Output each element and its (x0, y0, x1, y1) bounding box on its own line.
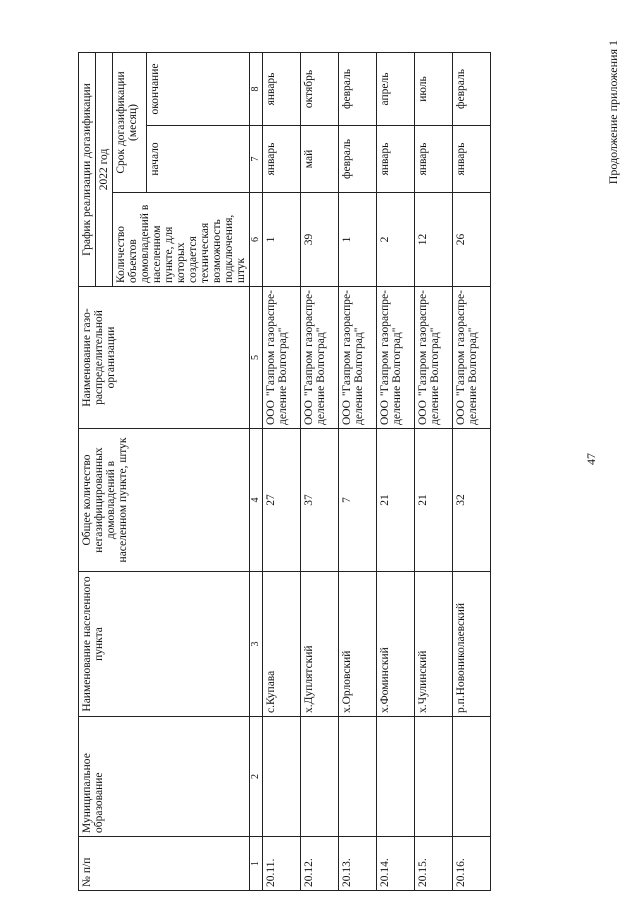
row-num: 20.14. (377, 837, 415, 891)
row-end: июль (415, 52, 453, 125)
row-num: 20.11. (263, 837, 301, 891)
header-year: 2022 год (96, 52, 113, 286)
row-end: февраль (339, 52, 377, 125)
column-number: 1 (250, 837, 263, 891)
row-org: ООО "Газпром газораспре-деление Волгоград" (377, 287, 415, 429)
row-settlement: х.Орловский (339, 572, 377, 717)
row-start: январь (453, 126, 491, 193)
header-municipality: Муниципальное образование (79, 717, 250, 837)
table-row (453, 52, 491, 890)
row-settlement: х.Чулинский (415, 572, 453, 717)
row-total: 27 (263, 429, 301, 572)
header-end: окончание (147, 52, 250, 125)
row-org: ООО "Газпром газораспре-деление Волгоград" (263, 287, 301, 429)
row-num: 20.15. (415, 837, 453, 891)
column-number: 4 (250, 429, 263, 572)
table-row (415, 52, 453, 890)
row-org: ООО "Газпром газораспре-деление Волгоград" (453, 287, 491, 429)
column-number: 5 (250, 287, 263, 429)
row-count: 1 (263, 193, 301, 287)
header-num: № п/п (79, 837, 250, 891)
row-start: май (301, 126, 339, 193)
row-settlement: р.п.Новониколаевский (453, 572, 491, 717)
column-number: 8 (250, 52, 263, 125)
column-number: 6 (250, 193, 263, 287)
column-number: 3 (250, 572, 263, 717)
row-count: 26 (453, 193, 491, 287)
page-number: 47 (584, 453, 598, 465)
row-start: январь (263, 126, 301, 193)
row-end: январь (263, 52, 301, 125)
row-org: ООО "Газпром газораспре-деление Волгоград" (301, 287, 339, 429)
row-municipality (453, 717, 491, 837)
header-start: начало (147, 126, 250, 193)
row-count: 12 (415, 193, 453, 287)
row-start: январь (415, 126, 453, 193)
header-period: Срок догазификации (месяц) (113, 52, 147, 192)
row-total: 21 (377, 429, 415, 572)
row-start: февраль (339, 126, 377, 193)
row-settlement: х.Дуплятский (301, 572, 339, 717)
row-count: 39 (301, 193, 339, 287)
row-settlement: с.Купава (263, 572, 301, 717)
table-row (263, 52, 301, 890)
table-row (301, 52, 339, 890)
header-gas-org: Наименование газо-распределительной организации (79, 287, 250, 429)
header-settlement: Наименование населенного пункта (79, 572, 250, 717)
row-num: 20.16. (453, 837, 491, 891)
appendix-title: Продолжение приложения 1 (606, 40, 620, 185)
header-objects-count: Количество объектов домовладений в населенном пункте, для которых создается техническая возможность подключения, штук (113, 193, 250, 287)
row-org: ООО "Газпром газораспре-деление Волгоград" (415, 287, 453, 429)
row-end: октябрь (301, 52, 339, 125)
row-org: ООО "Газпром газораспре-деление Волгоград" (339, 287, 377, 429)
column-number: 7 (250, 126, 263, 193)
gasification-table (78, 52, 491, 891)
row-count: 1 (339, 193, 377, 287)
row-municipality (301, 717, 339, 837)
row-num: 20.12. (301, 837, 339, 891)
row-num: 20.13. (339, 837, 377, 891)
header-schedule: График реализации догазификации (79, 52, 96, 286)
row-municipality (263, 717, 301, 837)
row-municipality (415, 717, 453, 837)
row-total: 37 (301, 429, 339, 572)
table-row (377, 52, 415, 890)
row-end: февраль (453, 52, 491, 125)
row-total: 32 (453, 429, 491, 572)
row-total: 21 (415, 429, 453, 572)
header-total-households: Общее количество негазифицированных домовладений в населенном пункте, штук (79, 429, 250, 572)
row-municipality (339, 717, 377, 837)
column-number-row (250, 52, 263, 890)
row-settlement: х.Фоминский (377, 572, 415, 717)
row-total: 7 (339, 429, 377, 572)
row-start: январь (377, 126, 415, 193)
row-end: апрель (377, 52, 415, 125)
row-count: 2 (377, 193, 415, 287)
row-municipality (377, 717, 415, 837)
table-row (339, 52, 377, 890)
column-number: 2 (250, 717, 263, 837)
